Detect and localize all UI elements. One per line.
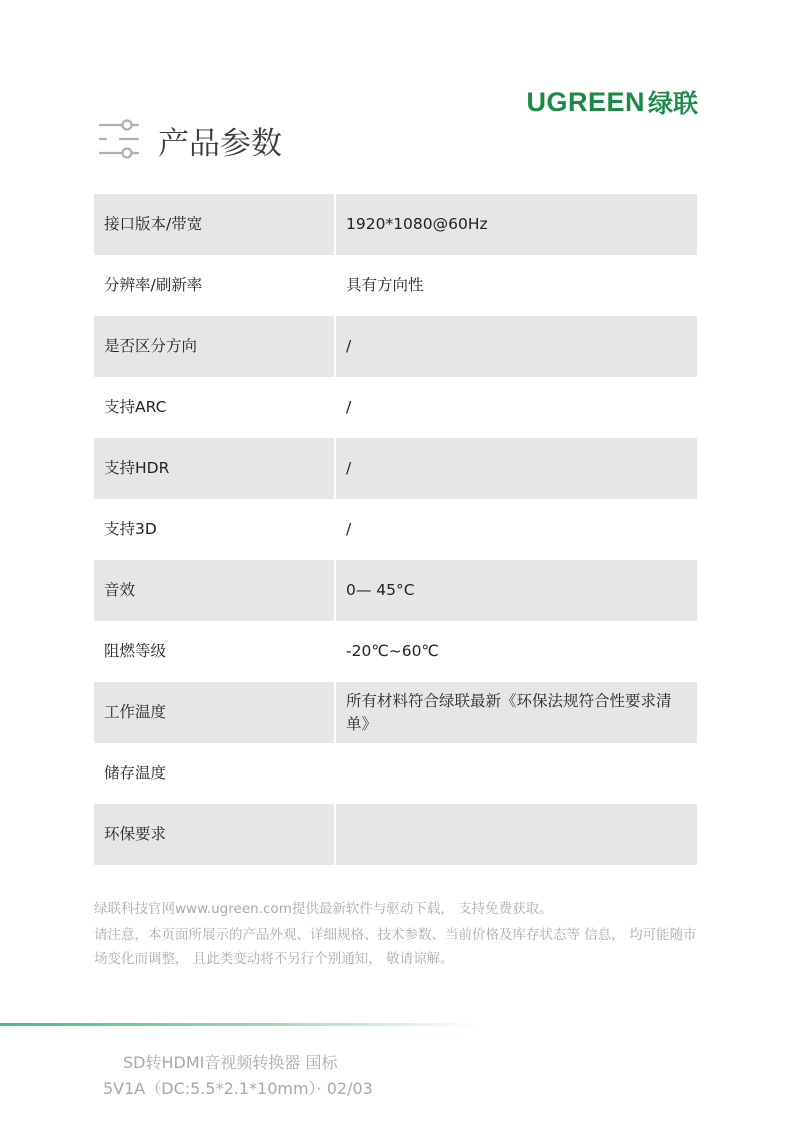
spec-label: 支持HDR (94, 438, 334, 499)
spec-label: 工作温度 (94, 682, 334, 743)
spec-value: / (346, 520, 352, 538)
spec-value: 0— 45°C (336, 560, 697, 621)
spec-label: 支持ARC (104, 398, 167, 416)
spec-value: / (346, 398, 352, 416)
section-title: 产品参数 (158, 126, 282, 162)
footer-product-name: SD转HDMI音视频转换器 国标 (123, 1053, 338, 1072)
spec-label: 接口版本/带宽 (94, 194, 334, 255)
spec-value: -20℃~60℃ (346, 642, 439, 660)
spec-value: 具有方向性 (346, 276, 424, 294)
spec-value: / (336, 316, 697, 377)
spec-label: 阻燃等级 (104, 642, 167, 660)
spec-row (94, 682, 697, 743)
spec-row (94, 316, 697, 377)
spec-label: 环保要求 (94, 804, 334, 865)
disclaimer-note: 请注意，本页面所展示的产品外观、详细规格、技术参数、当前价格及库存状态等 信息， 均可能随市场变化而调整， 且此类变动将不另行个别通知， 敬请谅解。 (94, 927, 697, 967)
spec-row (94, 255, 697, 316)
spec-label: 支持3D (104, 520, 157, 538)
ugreen-logo (526, 84, 698, 120)
spec-label: 储存温度 (104, 764, 167, 782)
footer-divider (0, 1023, 480, 1026)
spec-value (336, 804, 697, 865)
spec-row (94, 377, 697, 438)
section-header (98, 118, 282, 163)
spec-table (94, 194, 697, 865)
logo-text-cjk: 绿联 (647, 89, 698, 118)
spec-label: 分辨率/刷新率 (104, 276, 203, 294)
spec-row (94, 743, 697, 804)
spec-value: 所有材料符合绿联最新《环保法规符合性要求清单》 (336, 682, 697, 743)
logo-text-latin: UGREEN (526, 86, 645, 117)
footer (103, 1050, 373, 1102)
spec-value: 1920*1080@60Hz (336, 194, 697, 255)
spec-row (94, 560, 697, 621)
spec-row (94, 438, 697, 499)
notes (94, 897, 699, 971)
sliders-icon (98, 119, 140, 163)
spec-row (94, 499, 697, 560)
download-note: 绿联科技官网www.ugreen.com提供最新软件与驱动下载， 支持免费获取。 (94, 901, 553, 917)
spec-row (94, 194, 697, 255)
spec-label: 是否区分方向 (94, 316, 334, 377)
spec-row (94, 621, 697, 682)
spec-value: / (336, 438, 697, 499)
spec-label: 音效 (94, 560, 334, 621)
spec-value (336, 743, 697, 804)
footer-spec-page: 5V1A（DC:5.5*2.1*10mm）· 02/03 (103, 1079, 373, 1098)
spec-row (94, 804, 697, 865)
